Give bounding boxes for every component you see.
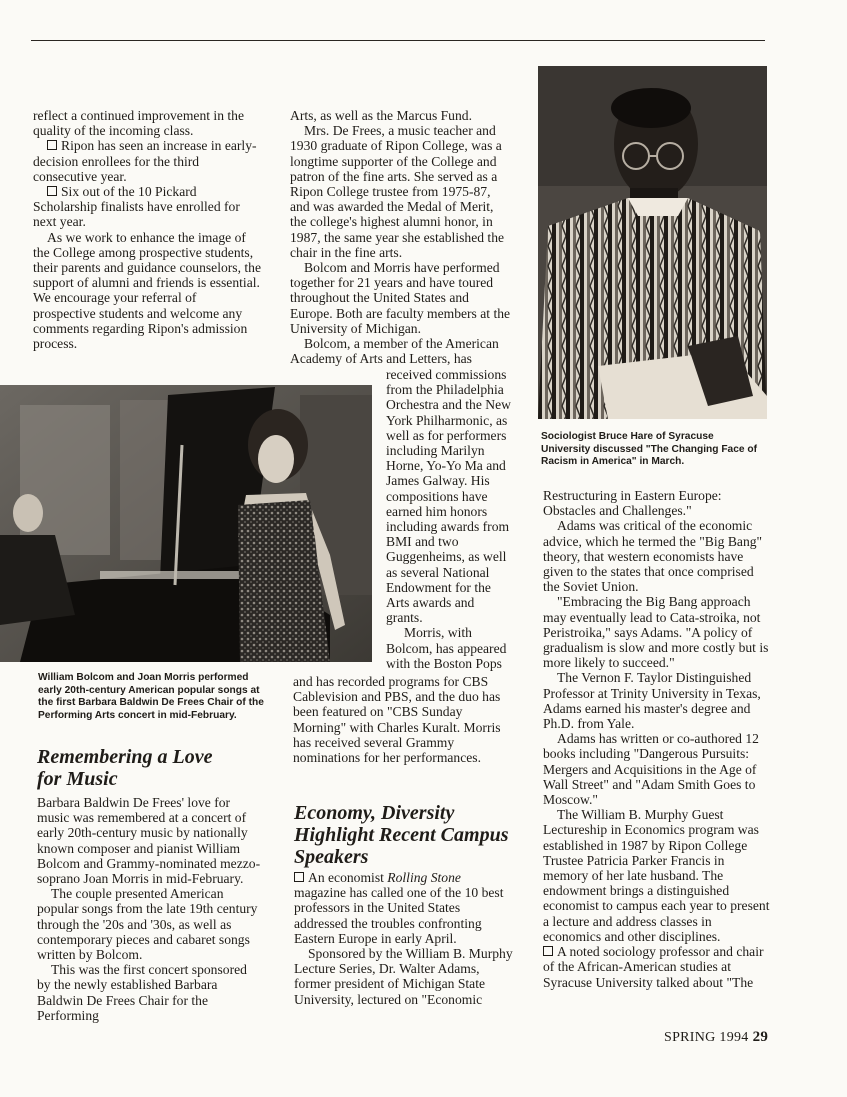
concert-photo bbox=[0, 385, 372, 662]
bullet-item: A noted sociology professor and chair of the African-American studies at Syracuse University talked about "The bbox=[543, 944, 764, 990]
paragraph: Bolcom, a member of the American Academy of Arts and Letters, has bbox=[290, 336, 499, 367]
column-2-narrow bbox=[386, 367, 514, 671]
paragraph: reflect a continued improvement in the quality of the incoming class. bbox=[33, 108, 245, 139]
paragraph: Restructuring in Eastern Europe: Obstacles and Challenges." bbox=[543, 488, 722, 519]
concert-photo-caption: William Bolcom and Joan Morris performed early 20th-century American popular songs at the first Barbara Baldwin De Frees Chair of the Performing Arts concert in mid-February. bbox=[38, 672, 264, 721]
page-footer bbox=[664, 1029, 768, 1046]
paragraph: As we work to enhance the image of the College among prospective students, their parents and guidance counselors, the support of alumni and friends is essential. We encourage your referral of prospective students and welcome any comments regarding Ripon's admission process. bbox=[33, 229, 261, 352]
speaker-photo bbox=[538, 66, 767, 419]
economy-body bbox=[294, 870, 513, 1007]
paragraph: Barbara Baldwin De Frees' love for music was remembered at a concert of early 20th-century music by nationally known composer and pianist William Bolcom and Grammy-nominated mezzo-soprano Joan Morris in mid-February. bbox=[37, 795, 261, 887]
top-rule bbox=[31, 40, 765, 41]
bullet-item: Ripon has seen an increase in early-decision enrollees for the third consecutive year. bbox=[33, 138, 257, 184]
paragraph: "Embracing the Big Bang approach may eventually lead to Cata-stroika, not Peristroika," says Adams. "A policy of gradualism is slow and more costly but is more likely to succeed." bbox=[543, 594, 769, 671]
paragraph: The Vernon F. Taylor Distinguished Professor at Trinity University in Texas, Adams earned his master's degree and Ph.D. from Yale. bbox=[543, 670, 761, 732]
paragraph: Adams was critical of the economic advice, which he termed the "Big Bang" theory, that western economists have given to the states that once comprised the Soviet Union. bbox=[543, 518, 763, 595]
paragraph: Bolcom and Morris have performed together for 21 years and have toured throughout the United States and Europe. Both are faculty members at the University of Michigan. bbox=[290, 260, 511, 336]
checkbox-bullet-icon bbox=[47, 140, 57, 150]
checkbox-bullet-icon bbox=[47, 186, 57, 196]
paragraph: The William B. Murphy Guest Lectureship in Economics program was established in 1987 by Ripon College Trustee Patricia Parker Francis in memory of her late husband. The endowment brings a distinguished economist to campus each year to present a lecture and address classes in economics and other disciplines. bbox=[543, 807, 770, 944]
paragraph: and has recorded programs for CBS Cablevision and PBS, and the duo has been featured on "CBS Sunday Morning" with Charles Kuralt. Morris has received several Grammy nominations for her performances. bbox=[293, 674, 501, 766]
bullet-item: Six out of the 10 Pickard Scholarship finalists have enrolled for next year. bbox=[33, 184, 240, 230]
checkbox-bullet-icon bbox=[543, 946, 553, 956]
paragraph: This was the first concert sponsored by the newly established Barbara Baldwin De Frees Chair for the Performing bbox=[37, 962, 247, 1023]
speaker-photo-caption: Sociologist Bruce Hare of Syracuse University discussed "The Changing Face of Racism in America" in March. bbox=[541, 431, 757, 468]
column-2-top bbox=[290, 108, 512, 366]
bullet-item: An economist Rolling Stone magazine has called one of the 10 best professors in the United States addressed the troubles confronting Eastern Europe in early April. bbox=[294, 870, 504, 946]
page-number: 29 bbox=[752, 1029, 769, 1045]
column-3-lower bbox=[543, 488, 773, 990]
paragraph: Mrs. De Frees, a music teacher and 1930 graduate of Ripon College, was a longtime supporter of the College and patron of the fine arts. She served as a Ripon College trustee from 1975-87, and was awarded the Medal of Merit, the college's highest alumni honor, in 1987, the same year she established the chair in the fine arts. bbox=[290, 123, 505, 260]
magazine-title: Rolling Stone bbox=[387, 870, 461, 885]
music-body bbox=[37, 795, 263, 1023]
paragraph: Arts, as well as the Marcus Fund. bbox=[290, 108, 472, 123]
paragraph: Adams has written or co-authored 12 books including "Dangerous Pursuits: Mergers and Acquisitions in the Age of Wall Street" and "Adam Smith Goes to Moscow." bbox=[543, 731, 759, 808]
column-1-top bbox=[33, 108, 261, 351]
checkbox-bullet-icon bbox=[294, 872, 304, 882]
paragraph: The couple presented American popular songs from the late 19th century through the '20s and '30s, as well as contemporary pieces and cabaret songs written by Bolcom. bbox=[37, 886, 258, 963]
paragraph: Morris, with Bolcom, has appeared with the Boston Pops bbox=[386, 625, 507, 671]
section-heading-economy: Economy, Diversity Highlight Recent Campus Speakers bbox=[294, 802, 509, 868]
issue-label: SPRING 1994 bbox=[664, 1030, 749, 1045]
paragraph: received commissions from the Philadelphia Orchestra and the New York Philharmonic, as well as for performers including Marilyn Horne, Yo-Yo Ma and James Galway. His compositions have earned him honors including awards from BMI and two Guggenheims, as well as several National Endowment for the Arts awards and grants. bbox=[386, 367, 511, 626]
paragraph: Sponsored by the William B. Murphy Lecture Series, Dr. Walter Adams, former president of Michigan State University, lectured on "Economic bbox=[294, 946, 513, 1007]
column-2-lower bbox=[293, 674, 513, 765]
section-heading-music: Remembering a Love for Music bbox=[37, 746, 213, 790]
